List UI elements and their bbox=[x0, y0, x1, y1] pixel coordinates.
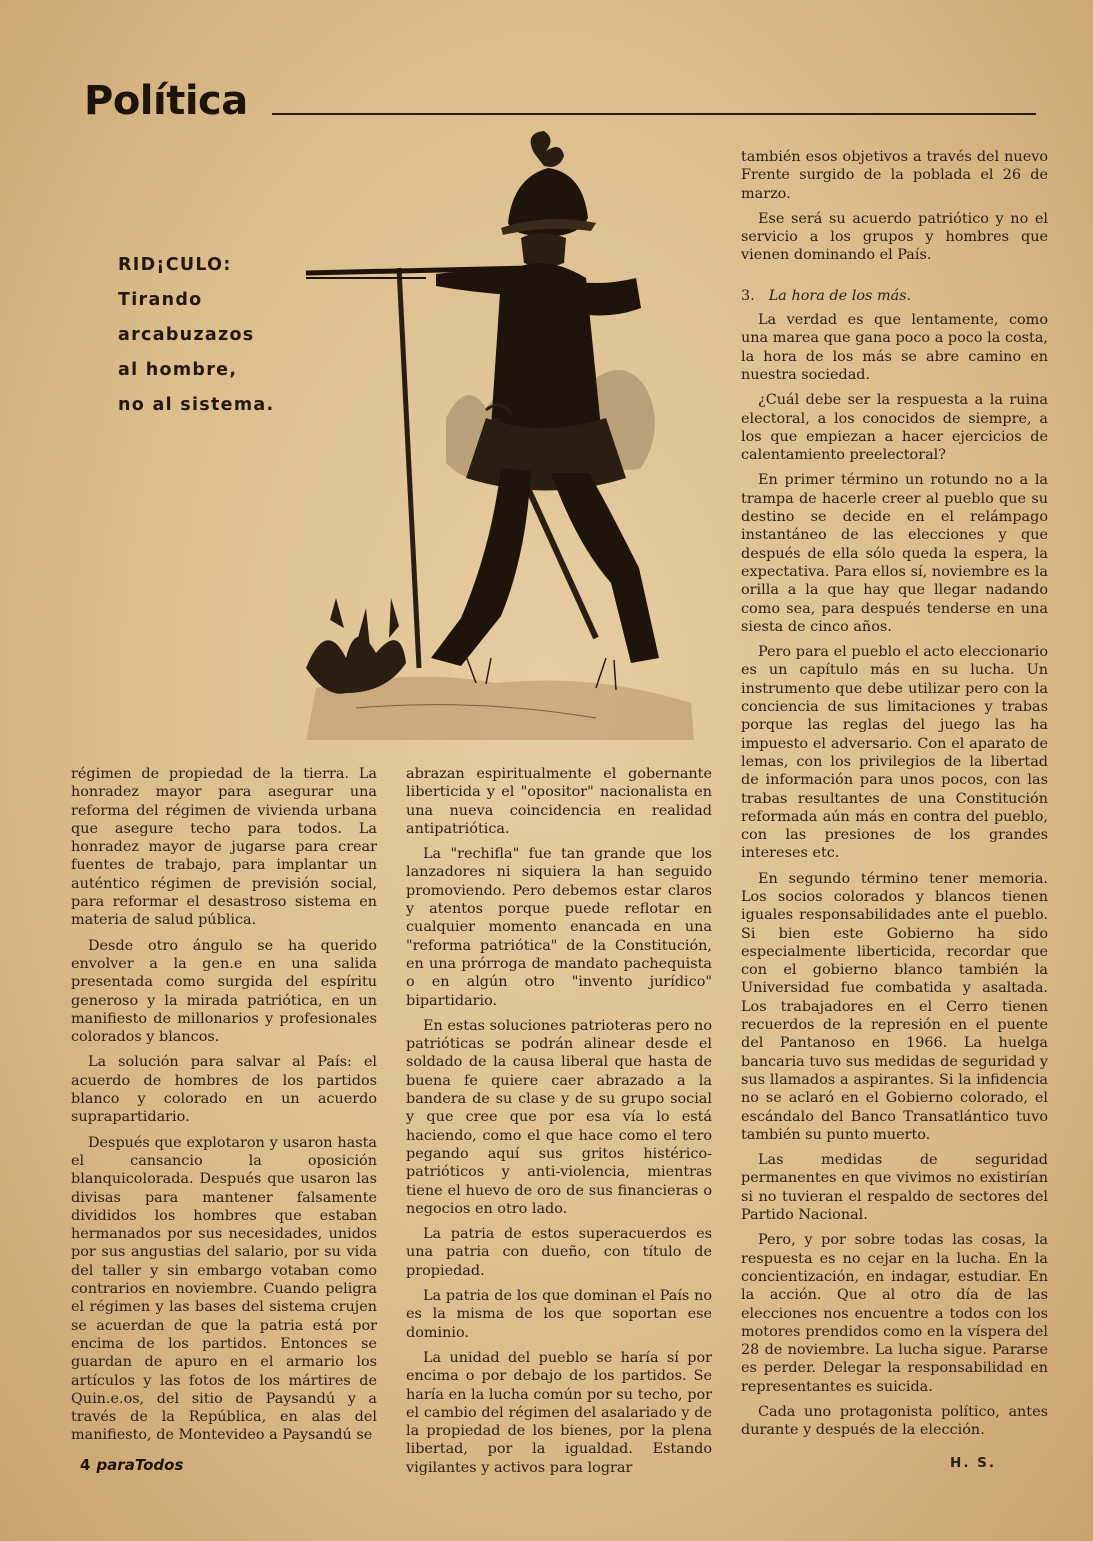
article-paragraph: ¿Cuál debe ser la respuesta a la ruina electoral, a los conocidos de siempre, a los que empiezan a hacer ejercicios de calentamiento preelectoral? bbox=[741, 392, 1048, 464]
article-paragraph: Ese será su acuerdo patriótico y no el servicio a los grupos y hombres que vienen dominando el País. bbox=[741, 210, 1048, 264]
caption-line: RID¡CULO: bbox=[118, 255, 232, 275]
article-paragraph: régimen de propiedad de la tierra. La honradez mayor para asegurar una reforma del régimen de vivienda urbana que asegure techo para todos. La honradez mayor de jugarse para crear fuentes de trabajo, para implantar un auténtico régimen de previsión social, para reformar el desastroso sistema en materia de salud pública. bbox=[71, 766, 377, 929]
article-paragraph: En segundo término tener memoria. Los socios colorados y blancos tienen iguales responsabilidades ante el pueblo. Si bien este Gobierno ha sido especialmente liberticida, recordar que con el gobierno blanco también la Universidad fue combatida y asaltada. Los trabajadores en el Cerro tienen recuerdos de la represión en el puente del Pantanoso en 1966. La huelga bancaria tuvo sus medidas de seguridad y sus llamados a aspirantes. Si la infidencia no se aclaró en el Gobierno colorado, el escándalo del Banco Transatlántico tuvo también su punto muerto. bbox=[741, 870, 1048, 1143]
article-paragraph: Desde otro ángulo se ha querido envolver a la gen.e en una salida presentada como surgida del espíritu generoso y la mirada patriótica, en un manifiesto de millonarios y profesionales colorados y blancos. bbox=[71, 937, 377, 1046]
article-paragraph: Pero para el pueblo el acto eleccionario es un capítulo más en su lucha. Un instrumento que debe utilizar pero con la conciencia de sus limitaciones y trabas porque las reglas del juego las ha impuesto el adversario. Con el aparato de lemas, con los privilegios de la libertad de información para unos pocos, con las trabas resultantes de una Constitución reformada aún más en contra del pueblo, con las presiones de los grandes intereses etc. bbox=[741, 644, 1048, 862]
magazine-name: paraTodos bbox=[96, 1456, 184, 1474]
caption-line: no al sistema. bbox=[118, 395, 275, 415]
subhead-number: 3. bbox=[741, 287, 755, 304]
subhead bbox=[741, 287, 1048, 305]
arquebusier-engraving-icon bbox=[296, 128, 698, 740]
illustration-caption bbox=[118, 248, 318, 423]
article-paragraph: también esos objetivos a través del nuevo Frente surgido de la poblada el 26 de marzo. bbox=[741, 149, 1048, 202]
caption-line: al hombre, bbox=[118, 360, 238, 380]
article-paragraph: La patria de los que dominan el País no es la misma de los que soportan ese dominio. bbox=[406, 1288, 712, 1341]
article-paragraph: La unidad del pueblo se haría sí por encima o por debajo de los partidos. Se haría en la lucha común por su techo, por el cambio del régimen del asalariado y de la propiedad de los bienes, por la plena libertad, por la igualdad. Estando vigilantes y activos para lograr bbox=[406, 1349, 712, 1476]
page-footer bbox=[80, 1456, 183, 1474]
article-paragraph: Después que explotaron y usaron hasta el cansancio la oposición blanquicolorada. Después que usaron las divisas para mantener falsamente divididos los hombres que estaban hermanados por sus necesidades, unidos por sus angustias del salario, por su vida del taller y sin embargo votaban como contrarios en noviembre. Cuando peligra el régimen y las bases del sistema crujen se acuerdan de que la patria está por encima de los partidos. Entonces se guardan de apuro en el armario los artículos y las fotos de los mártires de Quin.e.os, del sitio de Paysandú y a través de la República, en alas del manifiesto, de Montevideo a Paysandú se bbox=[71, 1134, 377, 1444]
article-paragraph: La "rechifla" fue tan grande que los lanzadores ni siquiera la han seguido promoviendo. Pero debemos estar claros y atentos porque puede reflotar en cualquier momento enancada en una "reforma patriótica" de la Constitución, en una prórroga de mandato pachequista o en algún otro "invento jurídico" bipartidario. bbox=[406, 846, 712, 1009]
article-paragraph: Las medidas de seguridad permanentes en que vivimos no existirían si no tuvieran el respaldo de sectores del Partido Nacional. bbox=[741, 1152, 1048, 1224]
section-title: Política bbox=[84, 78, 248, 124]
title-rule bbox=[272, 113, 1036, 115]
article-paragraph: Cada uno protagonista político, antes durante y después de la elección. bbox=[741, 1404, 1048, 1439]
article-column-2 bbox=[406, 765, 712, 1484]
article-paragraph: La patria de estos superacuerdos es una patria con dueño, con título de propiedad. bbox=[406, 1226, 712, 1279]
article-paragraph: La verdad es que lentamente, como una marea que gana poco a poco la costa, la hora de los más se abre camino en nuestra sociedad. bbox=[741, 312, 1048, 383]
page-number: 4 bbox=[80, 1456, 91, 1474]
article-paragraph: En primer término un rotundo no a la trampa de hacerle creer al pueblo que su destino se decide en el relámpago instantáneo de las elecciones y que después de ella sólo queda la espera, la expectativa. Para ellos sí, noviembre es la orilla a la que hay que llegar nadando como sea, para después tenderse en una siesta de cinco años. bbox=[741, 472, 1048, 635]
article-column-3 bbox=[741, 148, 1048, 1472]
article-paragraph: Pero, y por sobre todas las cosas, la respuesta es no cejar en la lucha. En la concientización, en indagar, estudiar. En la acción. Que al otro día de las elecciones nos encuentre a todos con los motores prendidos como en la víspera del 28 de noviembre. La lucha sigue. Pararse es perder. Delegar la responsabilidad en representantes es suicida. bbox=[741, 1232, 1048, 1395]
article-paragraph: En estas soluciones patrioteras pero no patrióticas se podrán alinear desde el soldado de la causa liberal que hasta de buena fe quiere caer abrazado a la bandera de su clase y de su grupo social y que cree que por esa vía lo está haciendo, como el que hace como el tero pegando aquí sus gritos histérico-patrióticos y anti-violencia, mientras tiene el huevo de oro de sus financieras o negocios en otro lado. bbox=[406, 1017, 712, 1217]
author-signature: H. S. bbox=[950, 1454, 996, 1471]
article-paragraph: La solución para salvar al País: el acuerdo de hombres de los partidos blanco y colorado en un acuerdo suprapartidario. bbox=[71, 1054, 377, 1126]
article-paragraph: abrazan espiritualmente el gobernante liberticida y el "opositor" nacionalista en una nueva coincidencia en realidad antipatriótica. bbox=[406, 766, 712, 837]
caption-line: arcabuzazos bbox=[118, 325, 255, 345]
subhead-text: La hora de los más. bbox=[768, 287, 912, 304]
article-column-1 bbox=[71, 765, 377, 1452]
caption-line: Tirando bbox=[118, 290, 203, 310]
